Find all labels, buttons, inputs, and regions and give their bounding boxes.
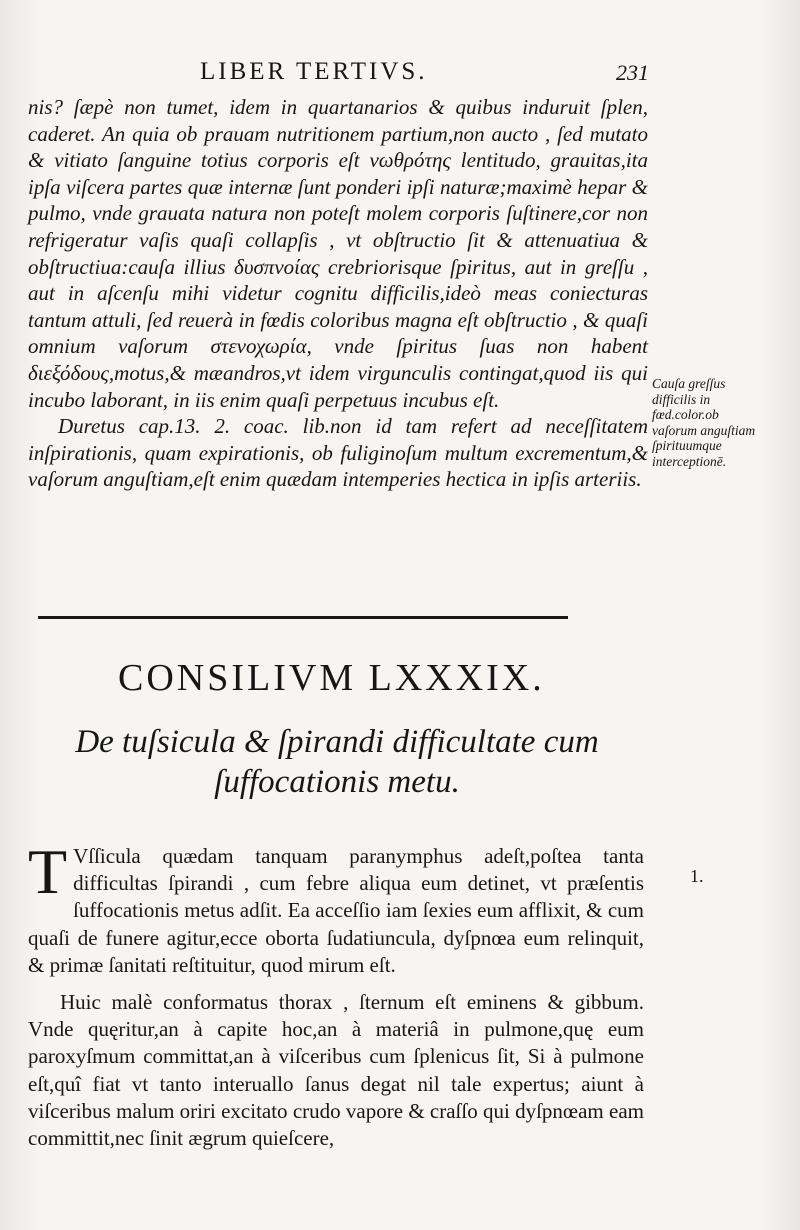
- body-paragraph-first: [28, 836, 644, 979]
- body-text: [28, 836, 644, 1152]
- continuation-text: [28, 94, 648, 493]
- section-heading: CONSILIVM LXXXIX.: [118, 657, 545, 699]
- margin-mark: 1.: [690, 866, 704, 886]
- section-divider: [38, 616, 568, 619]
- running-title: LIBER TERTIVS.: [200, 58, 428, 85]
- body-paragraph-1-text: Vſſicula quædam tanquam paranymphus adeſt,poſtea tanta difficultas ſpirandi , cum febre aliqua eum detinet, vt præſentis ſuffocationis metus adſit. Ea acceſſio iam ſexies eum afflixit, & cum quaſi de funere agitur,ecce oborta ſudatiuncula, dyſpnœa eum relinquit, & primæ ſanitati reſtituitur, quod mirum eſt.: [28, 844, 644, 977]
- duretus-paragraph: Duretus cap.13. 2. coac. lib.non id tam refert ad neceſſitatem inſpirationis, quam expirationis, ob fuliginoſum multum excrementum,& vaſorum anguſtiam,eſt enim quædam intemperies hectica in ipſis arteriis.: [28, 414, 648, 492]
- marginal-note: Cauſa greſſus difficilis in fœd.color.ob vaſorum anguſtiam ſpirituumque interceptionē.: [652, 376, 756, 469]
- section-subtitle: De tuſsicula & ſpirandi difficultate cum ſuffocationis metu.: [75, 724, 599, 800]
- page-number: 231: [616, 60, 649, 85]
- running-head: [0, 58, 800, 92]
- body-paragraph-second: Huic malè conformatus thorax , ſternum eſt eminens & gibbum. Vnde quęritur,an à capite hoc,an à materiâ in pulmone,quę eum paroxyſmum committat,an à viſceribus cum ſplenicus ſit, Si à pulmone eſt,quî fiat vt tanto interuallo ſanus degat nil tale expertus; aiunt à viſceribus malum oriri excitato crudo vapore & craſſo qui dyſpnœam eam committit,nec ſinit ægrum quieſcere,: [28, 990, 644, 1151]
- continuation-paragraph: nis? ſæpè non tumet, idem in quartanarios & quibus induruit ſplen, caderet. An quia ob prauam nutritionem partium,non aucto , ſed mutato & vitiato ſanguine totius corporis eſt νωθρότης lentitudo, grauitas,ita ipſa viſcera partes quæ internæ ſunt ponderi ipſi naturæ;maximè hepar & pulmo, vnde grauata natura non poteſt molem corporis ſuſtinere,cor non refrigeratur vaſis quaſi collapſis , vt obſtructio ſit & attenuatiua & obſtructiua:cauſa illius δυσπνοίας crebriorisque ſpiritus, aut in greſſu , aut in aſcenſu mihi videtur cognitu difficilis,ideò meas coniecturas tantum attuli, ſed reuerà in fœdis coloribus magna eſt obſtructio , & quaſi omnium vaſorum στενοχωρία, vnde ſpiritus ſuas non habent διεξόδους,motus,& mæandros,vt idem virgunculis contingat,quod iis qui incubo laborant, in iis enim quaſi perpetuus incubus eſt.: [28, 95, 648, 412]
- drop-cap: T: [28, 836, 68, 907]
